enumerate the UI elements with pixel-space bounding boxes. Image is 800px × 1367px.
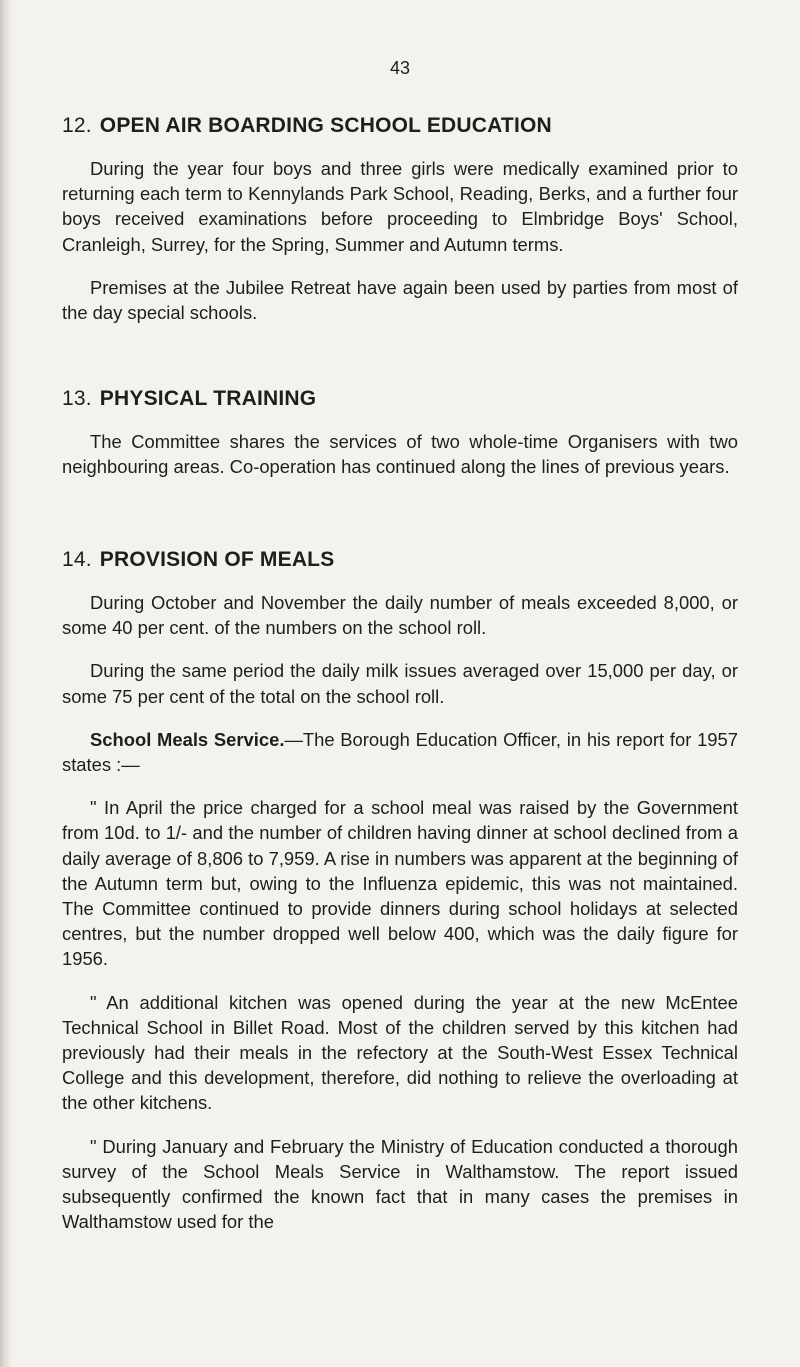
quoted-paragraph: " In April the price charged for a school meal was raised by the Government from 10d. to 1/- and the number of children having dinner at school declined from a daily average of 8,806 to 7,959. A rise in numbers was apparent at the beginning of the Autumn term but, owing to the Influenza epidemic, this was not maintained. The Committee continued to provide dinners during school holidays at selected centres, but the number dropped well below 400, which was the daily figure for 1956. (62, 797, 738, 970)
paragraph: During October and November the daily number of meals exceeded 8,000, or some 40 per cent. of the numbers on the school roll. (62, 592, 738, 639)
section-title: PHYSICAL TRAINING (99, 387, 317, 410)
section-number: 12. (62, 114, 92, 137)
paragraph: During the same period the daily milk issues averaged over 15,000 per day, or some 75 per cent of the total on the school roll. (62, 660, 738, 707)
paragraph: Premises at the Jubilee Retreat have again been used by parties from most of the day special schools. (62, 276, 738, 324)
section-heading (62, 114, 738, 138)
paragraph-school-meals-service (62, 727, 738, 777)
quoted-paragraph: " An additional kitchen was opened during the year at the new McEntee Technical School in Billet Road. Most of the children served by this kitchen had previously had their meals in the refectory at the South-West Essex Technical College and this development, therefore, did nothing to relieve the overloading at the other kitchens. (62, 991, 738, 1114)
section-number: 14. (62, 548, 92, 571)
page-number: 43 (389, 58, 411, 78)
paragraph: During the year four boys and three girls were medically examined prior to returning each term to Kennylands Park School, Reading, Berks, and a further four boys received examinations before proceeding to Elmbridge Boys' School, Cranleigh, Surrey, for the Spring, Summer and Autumn terms. (62, 158, 738, 255)
paragraph: The Committee shares the services of two whole-time Organisers with two neighbouring areas. Co-operation has continued along the lines of previous years. (62, 431, 738, 478)
quoted-paragraph: " During January and February the Ministry of Education conducted a thorough survey of the School Meals Service in Walthamstow. The report issued subsequently confirmed the known fact that in many cases the premises in Walthamstow used for the (62, 1135, 738, 1233)
section-heading (62, 387, 738, 411)
section-physical-training (62, 387, 738, 479)
section-open-air-boarding (62, 114, 738, 325)
paragraph-lead: School Meals Service. (90, 728, 285, 750)
section-heading (62, 548, 738, 572)
section-title: PROVISION OF MEALS (99, 548, 335, 571)
paragraph-lead-text: —The Borough Education Officer, in his report for 1957 states :— (62, 728, 738, 776)
section-title: OPEN AIR BOARDING SCHOOL EDUCATION (99, 114, 552, 137)
page-binding-edge (0, 0, 12, 1367)
section-number: 13. (62, 387, 92, 410)
section-provision-of-meals (62, 548, 738, 1234)
